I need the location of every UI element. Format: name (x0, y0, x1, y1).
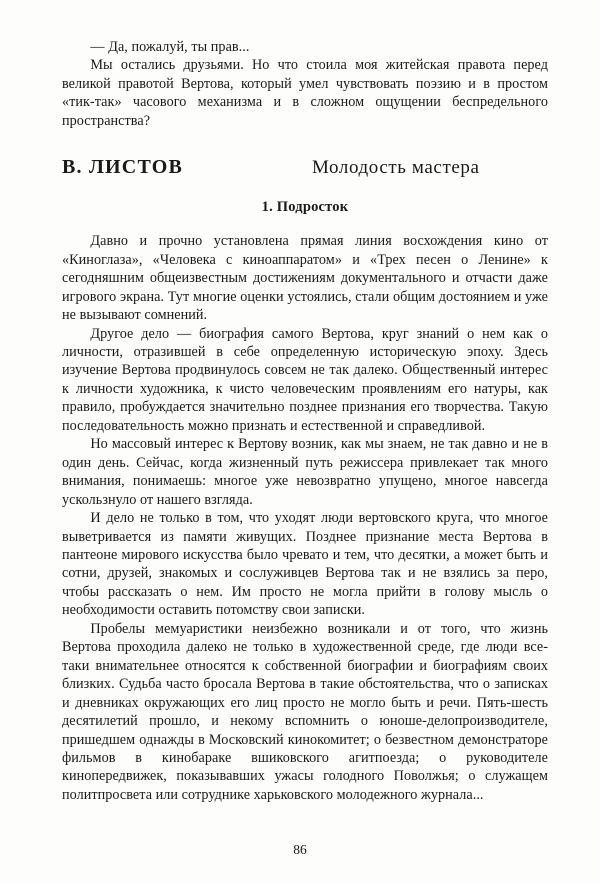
section-heading: 1. Подросток (261, 199, 349, 216)
intro-paragraph: Мы остались друзьями. Но что стоила моя житейская правота перед великой правотой Вертова, который умел чувствовать поэзию и в простом «тик-так» часового механизма и в сложном ощущении беспредельного пространства? (62, 57, 548, 129)
article-title: Молодость мастера (312, 157, 480, 179)
article-body (62, 232, 548, 804)
body-paragraph: Пробелы мемуаристики неизбежно возникали и от того, что жизнь Вертова проходила далеко не только в художественной среде, где люди все-таки внимательнее относятся к собственной биографии и биографиям своих близких. Судьба часто бросала Вертова в такие обстоятельства, что о записках и дневниках окружающих его лиц просто не могло быть и речи. Пять-шесть десятилетий прошло, и некому вспомнить о юноше-делопроизводителе, пришедшем однажды в Московский кинокомитет; о безвестном демонстраторе фильмов в кинобараке вшиковского агитпоезда; о руководителе кинопередвижек, показывавших ужасы голодного Поволжья; о служащем политпросвета или сотруднике харьковского молодежного журнала... (62, 620, 548, 803)
body-paragraph: Давно и прочно установлена прямая линия восхождения кино от «Киноглаза», «Человека с киноаппаратом» и «Трех песен о Ленине» к сегодняшним общеизвестным достижениям документального и отчасти даже игрового экрана. Тут многие оценки устоялись, стали общим достоянием и уже не вызывают сомнений. (62, 233, 548, 324)
body-paragraph: И дело не только в том, что уходят люди вертовского круга, что многое выветривается из памяти живущих. Позднее признание места Вертова в пантеоне мирового искусства было чревато и тем, что десятки, а может быть и сотни, друзей, знакомых и сослуживцев Вертова так и не взялись за перо, чтобы рассказать о нем. Им просто не могла прийти в голову мысль о необходимости оставить потомству свои записки. (62, 510, 548, 619)
intro-block (62, 38, 548, 130)
body-paragraph: Другое дело — биография самого Вертова, круг знаний о нем как о личности, отразившей в себе определенную историческую эпоху. Здесь изучение Вертова продвинулось совсем не так далеко. Общественный интерес к личности художника, к чисто человеческим проявлениям его натуры, как правило, пробуждается значительно позднее признания его творчества. Такую последовательность можно признать и естественной и справедливой. (62, 325, 548, 434)
author-name: В. ЛИСТОВ (62, 156, 184, 179)
page-number: 86 (293, 842, 307, 857)
article-heading (62, 156, 548, 179)
dialogue-line: — Да, пожалуй, ты прав... (90, 39, 250, 55)
body-paragraph: Но массовый интерес к Вертову возник, как мы знаем, не так давно и не в один день. Сейчас, когда жизненный путь режиссера привлекает так много внимания, понимаешь: многое уже невозвратно упущено, многое навсегда ускользнуло от нашего взгляда. (62, 436, 548, 508)
